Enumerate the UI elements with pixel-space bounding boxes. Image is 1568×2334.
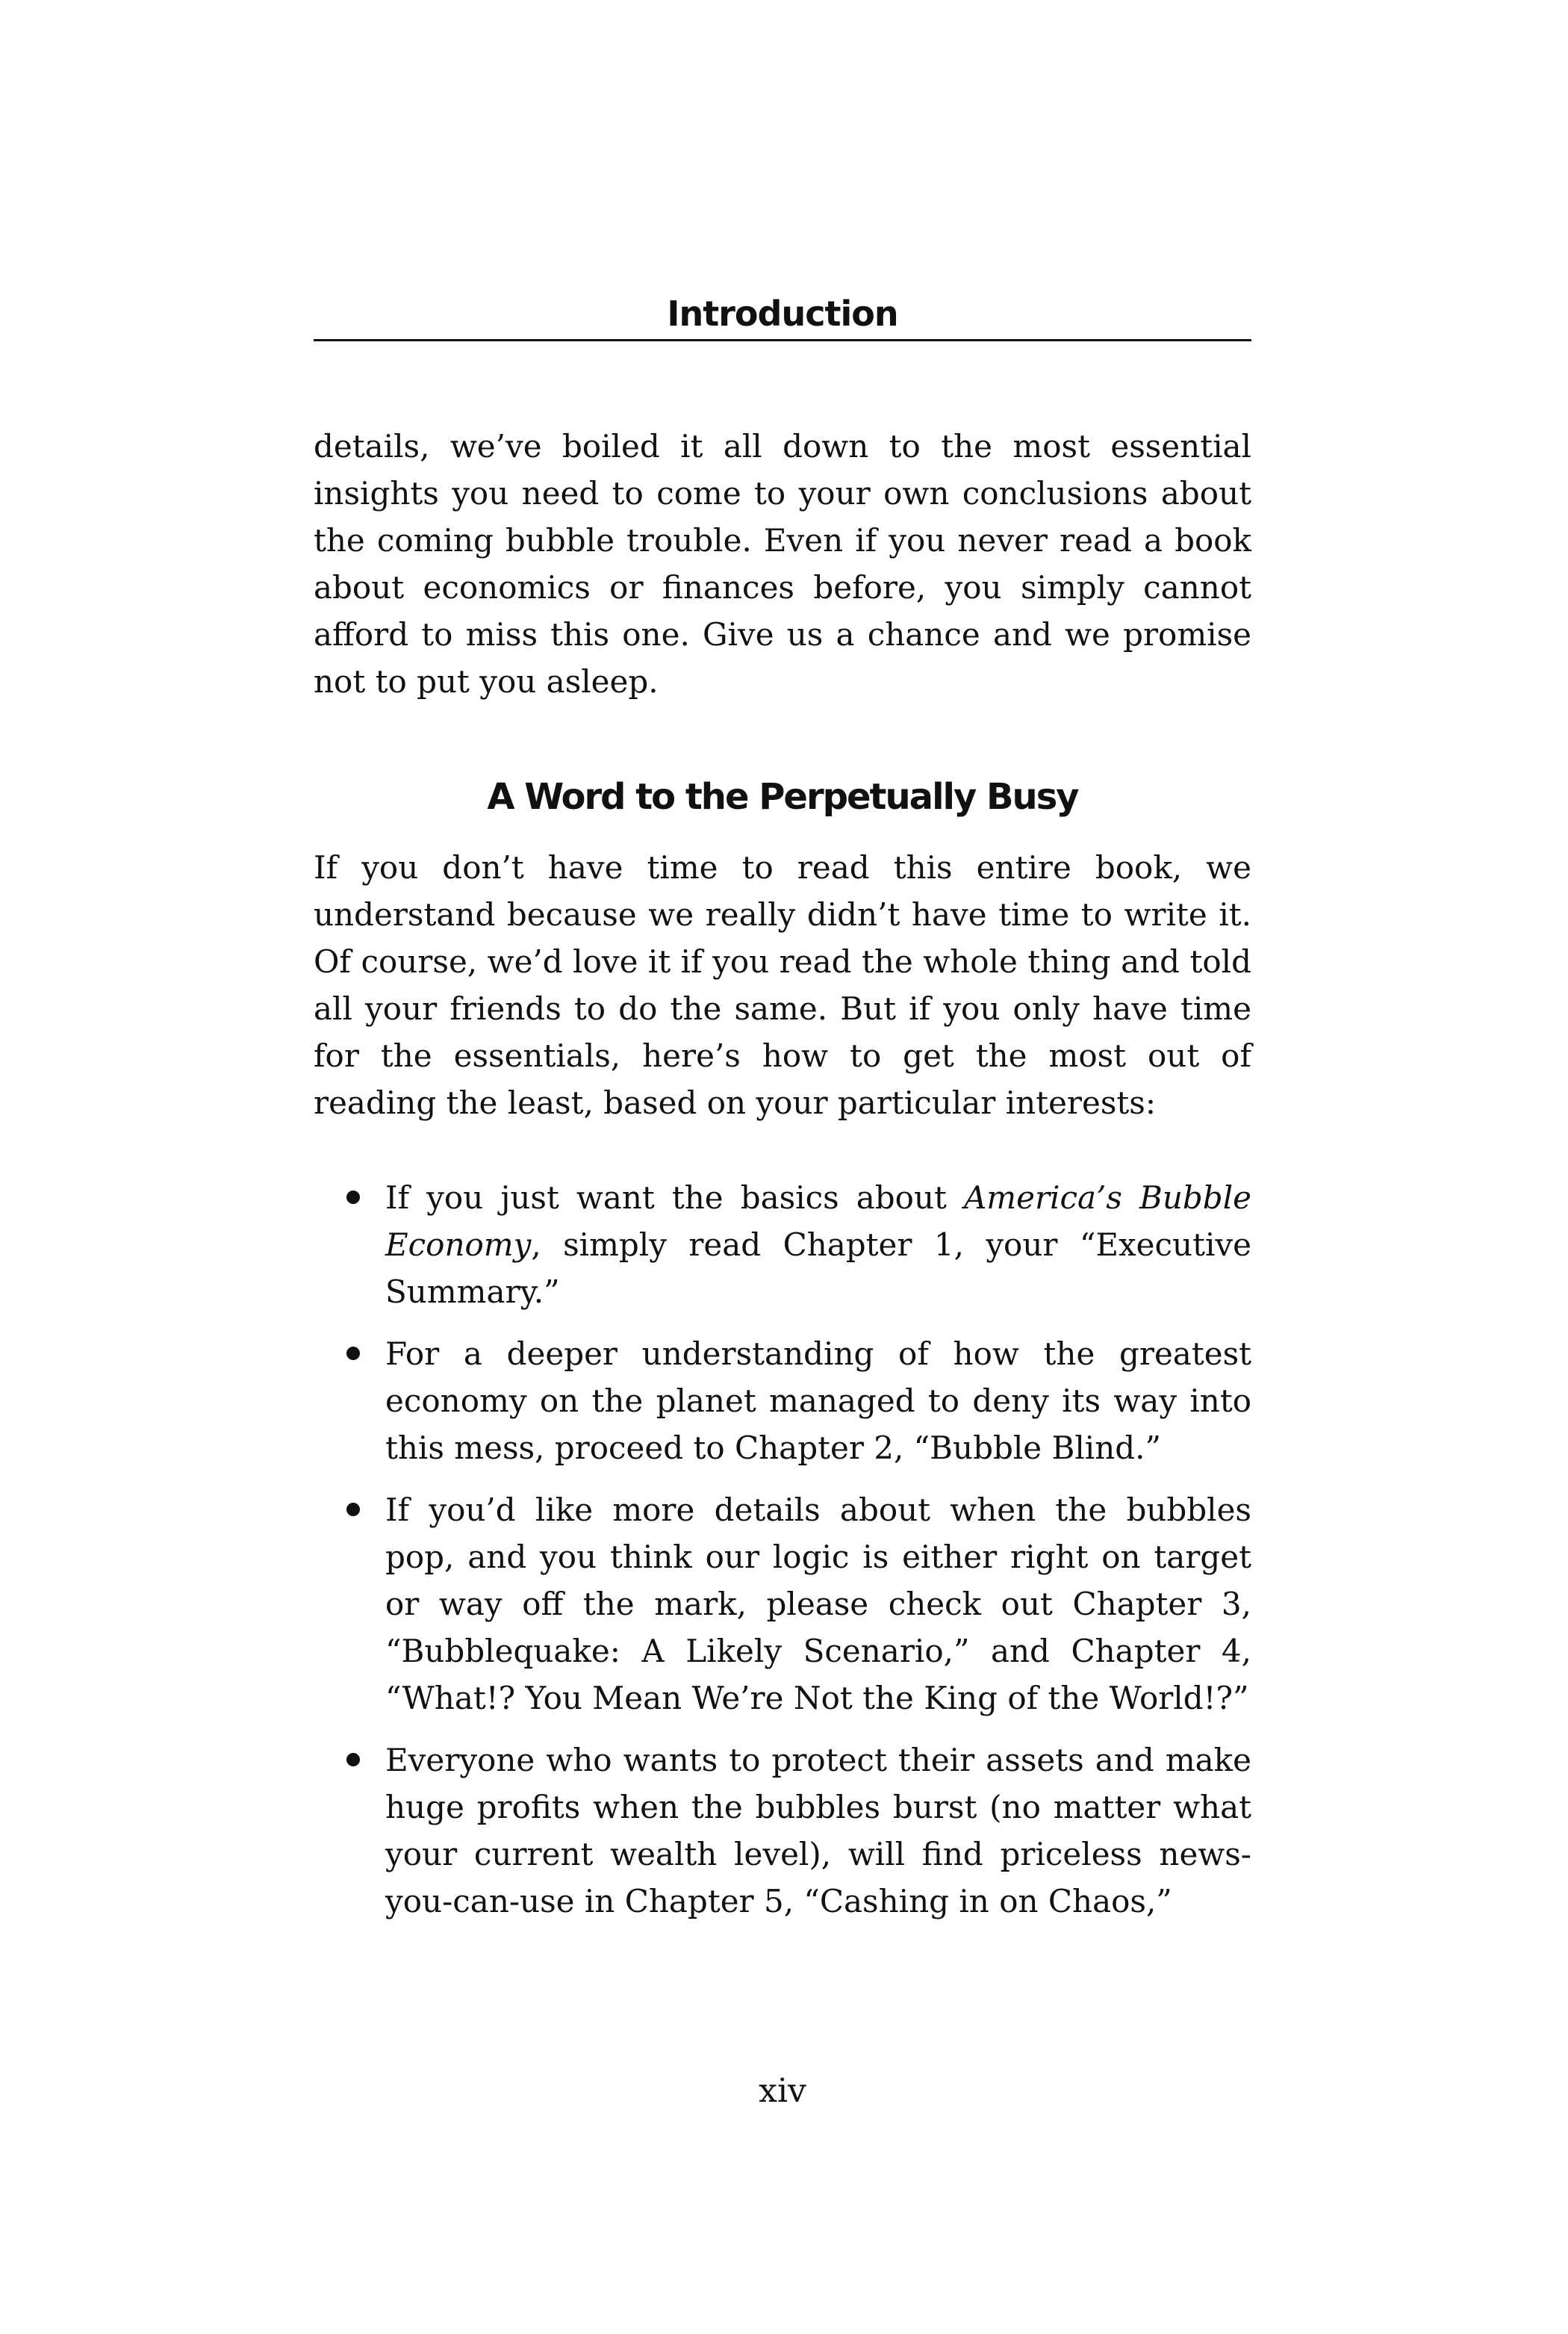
- bullet-item: [343, 1330, 1251, 1471]
- bullet-text-before: If you just want the basics about: [385, 1179, 964, 1216]
- running-head: Introduction: [667, 294, 898, 334]
- section-paragraph: [314, 844, 1251, 1126]
- bullet-text: For a deeper understanding of how the greatest economy on the planet managed to deny its way into this mess, proceed to Chapter 2, “Bubble Blind.”: [385, 1335, 1251, 1466]
- bullet-italic-title: America’s Bubble Economy: [385, 1179, 1251, 1263]
- bullet-item: [343, 1174, 1251, 1315]
- bullet-dot-icon: [346, 1347, 360, 1360]
- bullet-item: [343, 1736, 1251, 1925]
- section-heading: A Word to the Perpetually Busy: [487, 776, 1078, 818]
- bullet-text-after: , simply read Chapter 1, your “Executive Summary.”: [385, 1226, 1251, 1310]
- bullet-list: [343, 1174, 1251, 1940]
- bullet-dot-icon: [346, 1753, 360, 1766]
- intro-paragraph-text: details, we’ve boiled it all down to the most essential insights you need to come to your own conclusions about the coming bubble trouble. Even if you never read a book about economics or finances before, you simply cannot afford to miss this one. Give us a chance and we promise not to put you asleep.: [314, 428, 1251, 700]
- bullet-item: [343, 1486, 1251, 1722]
- header-rule: [314, 339, 1251, 341]
- page-number: xiv: [759, 2072, 806, 2110]
- section-paragraph-text: If you don’t have time to read this entire book, we understand because we really didn’t have time to write it. Of course, we’d love it if you read the whole thing and told all your friends to do the same. But if you only have time for the essentials, here’s how to get the most out of reading the least, based on your particular interests:: [314, 849, 1251, 1121]
- bullet-dot-icon: [346, 1503, 360, 1516]
- intro-paragraph: [314, 423, 1251, 705]
- bullet-text: If you’d like more details about when the bubbles pop, and you think our logic is either right on target or way off the mark, please check out Chapter 3, “Bubblequake: A Likely Scenario,” and Chapter 4, “What!? You Mean We’re Not the King of the World!?”: [385, 1492, 1251, 1716]
- bullet-text: Everyone who wants to protect their assets and make huge profits when the bubbles burst (no matter what your current wealth level), will find priceless news-you-can-use in Chapter 5, “Cashing in on Chaos,”: [385, 1742, 1251, 1919]
- bullet-dot-icon: [346, 1191, 360, 1204]
